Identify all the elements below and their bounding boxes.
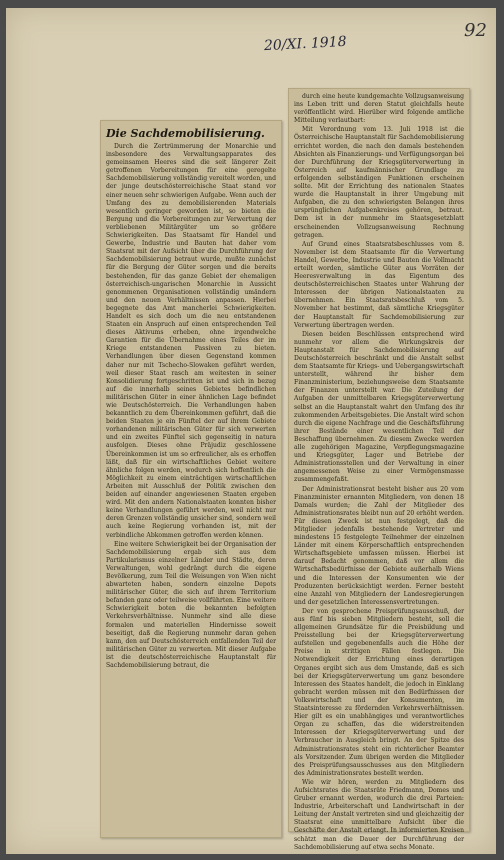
article-paragraph: Der von gesprochene Preisprüfungsausschuß, der aus fünf bis sieben Mitgliedern besteht, soll die allgemeinen Grundsätze für die Preisbildung und Preisstellung bei der Kriegsgüterverwertung aufstellen und gegebenenfalls auch die Höhe der Preise in strittigen Fällen festlegen. Die Notwendigkeit der Errichtung eines derartigen Organes ergibt sich aus dem Umstande, daß es sich bei der Kriegsgüterverwertung um ganz besondere Interessen des Staates handelt, die jedoch in Einklang gebracht werden müssen mit den Bedürfnissen der Volkswirtschaft und der Konsumenten, im Staatsinteresse zu fördernden Verkehrsverhältnissen. Hier gilt es ein unabhängiges und verantwortliches Organ zu schaffen, das die widerstreitenden Interessen der Kriegsgüterverwertung und der Verbraucher in Ausgleich bringt. An der Spitze des Administrationsrates steht ein richterlicher Beamter als Vorsitzender. Zum übrigen werden die Mitglieder des Preisprüfungsausschusses aus den Mitgliedern des Administrationsrates bestellt werden. — [294, 607, 464, 777]
article-paragraph: Eine weitere Schwierigkeit bei der Organisation der Sachdemobilisierung ergab sich aus dem Partikularismus einzelner Länder und Städte, deren Verwaltungen, wohl gedrängt durch die eigene Bevölkerung, zum Teil die Weisungen von Wien nicht abwarteten haben, sondern einzelne Depots militärischer Güter, die sich auf ihrem Territorium befanden ganz oder teilweise vollführten. Eine weitere Schwierigkeit boten die bekannten befolgten Verkehrsverhältnisse. Nunmehr sind alle diese formalen und materiellen Hindernisse soweit beseitigt, daß die Regierung nunmehr daran gehen kann, den auf Deutschösterreich entfallenden Teil der militärischen Güter zu verwerten. Mit dieser Aufgabe ist die deutschösterreichische Hauptanstalt für Sachdemobilisierung betraut, die — [106, 540, 277, 669]
article-paragraph: Diesen beiden Beschlüssen entsprechend wird nunmehr vor allem die Wirkungskreis der Hauptanstalt für Sachdemobilisierung auf Deutschösterreich beschränkt und die Anstalt selbst dem Staatsamte für Kriegs- und Uebergangswirtschaft unterstellt, während ihr bisher dem Finanzministerium, beziehungsweise dem Staatsamte der Finanzen unterstellt war. Die Zuteilung der Aufgaben der unmittelbaren Kriegsgüterverwertung selbst an die Hauptanstalt wahrt den Umfang des ihr zukommenden Arbeitsgebietes. Die Anstalt wird schon durch die eigene Nachfrage und die Geschäftsführung ihrer Bestände einer wesentlichen Teil der Beschaffung übernehmen. Zu diesem Zwecke werden alle zugehörigen Magazine, Verpflegungsmagazine und Kriegsgüter, Lager und Betriebe der Administrationsstellen und der Verwaltung in einer angemessenen Weise zu einer Vermögensmasse zusammengefaßt. — [294, 330, 464, 484]
right-column-text — [289, 89, 469, 857]
newspaper-clipping-left — [100, 120, 282, 838]
handwritten-page-number: 92 — [464, 20, 487, 41]
article-paragraph: durch eine heute kundgemachte Vollzugsanweisung ins Leben tritt und deren Statut gleichfalls heute veröffentlicht wird. Hierüber wird folgende amtliche Mitteilung verlautbart: — [294, 93, 464, 125]
left-column-text — [101, 121, 281, 675]
handwritten-date: 20/XI. 1918 — [263, 33, 347, 55]
article-paragraph: Wie wir hören, werden zu Mitgliedern des Aufsichtsrates die Staatsräte Friedmann, Domes und Gruber ernannt werden, wodurch die drei Parteien: Industrie, Arbeiterschaft und Landwirtschaft in der Leitung der Anstalt vertreten sind und gleichzeitig der Staatsrat eine unmittelbare Aufsicht über die Geschäfte der Anstalt erlangt. In informierten Kreisen schätzt man die Dauer der Durchführung der Sachdemobilisierung auf etwa sechs Monate. — [294, 778, 464, 851]
article-paragraph: Der Administrationsrat besteht bisher aus 20 vom Finanzminister ernannten Mitgliedern, von denen 18 Damals wurden; die Zahl der Mitglieder des Administrationsrates bleibt nun auf 20 erhöht werden. Für diesen Zweck ist nun festgelegt, daß die Mitglieder jedenfalls bestehende Vertreter und mindestens 15 festgelegte Teilnehmer der einzelnen Länder mit einem Körperschaftlich entsprechenden Wirtschaftsgebiete umfassen müssen. Hierbei ist darauf Bedacht genommen, daß vor allem die Wirtschaftsbedürfnisse der Gebiete außerhalb Wiens und die Interessen der Konsumenten wie der Produzenten berücksichtigt werden. Ferner besteht eine Anzahl von Mitgliedern der Landesregierungen und der gesetzlichen Interessensvertretungen. — [294, 485, 464, 606]
article-paragraph: Auf Grund eines Staatsratsbeschlusses vom 8. November ist dem Staatsamte für die Verwertung Handel, Gewerbe, Industrie und Bauten die Vollmacht erteilt worden, sämtliche Güter aus Vorräten der Heeresverwaltung in das Eigentum des deutschösterreichischen Staates unter Wahrung der Interessen der übrigen Nationalstaaten zu übernehmen. Ein Staatsratsbeschluß vom 5. November hat bestimmt, daß sämtliche Kriegsgüter der Hauptanstalt für Sachdemobilisierung zur Verwertung übertragen werden. — [294, 240, 464, 329]
article-headline: Die Sachdemobilisierung. — [106, 127, 265, 140]
article-paragraph: Mit Verordnung vom 13. Juli 1918 ist die Österreichische Hauptanstalt für Sachdemobilisierung errichtet worden, die nach den damals bestehenden Absichten als Finanzierungs- und Verfügungsorgan bei der Durchführung der Kriegsgüterverwertung in Österreich auf kaufmännischer Grundlage zu erfolgenden selbständigen Funktionen erscheinen sollte. Mit der Errichtung des nationalen Staates wurde die Hauptanstalt in ihrer Umgebung mit Aufgaben, die zu den schwierigsten Belangen ihres ursprünglichen Aufgabenkreises gehören, betraut. Dem ist in der nunmehr im Staatsgesetzblatt erscheinenden Vollzugsanweisung Rechnung getragen. — [294, 126, 464, 239]
newspaper-clipping-right — [288, 88, 470, 851]
article-paragraph: Durch die Zertrümmerung der Monarchie und insbesondere des Verwaltungsapparates des gemeinsamen Heeres sind die seit längerer Zeit getroffenen Vorbereitungen für eine geregelte Sachdemobilisierung vollständig vereitelt worden, und der junge deutschösterreichische Staat stand vor einer neuen sehr schwierigen Aufgabe. Wenn auch der Umfang des zu demobilisierenden Materials wesentlich geringer geworden ist, so bieten die Bergung und die Vorbereitungen zur Verwertung der verbliebenen Militärgüter um so größere Schwierigkeiten. Das Staatsamt für Handel und Gewerbe, Industrie und Bauten hat daher vom Staatsrat mit der Aufsicht über die Durchführung der Sachdemobilisierung betraut wurde, mußte zunächst für die Bergung der Güter sorgen und die bereits bestehenden, für das ganze Gebiet der ehemaligen österreichisch-ungarischen Monarchie in Aussicht genommenen Organisationen vollständig umändern und den neuen Verhältnissen anpassen. Hierbei begegnete das Amt mancherlei Schwierigkeiten. Handelt es sich doch um die neu entstandenen Staaten ein Anspruch auf einen entsprechenden Teil dieses Aktivums erheben, ohne irgendwelche Garantien für die Übernahme eines Teiles der im Kriege entstandenen Passiven zu bieten. Verhandlungen über diesen Gegenstand kommen daher nur mit Tschecho-Slowaken geführt werden, weil dieser Staat rasch am weitesten in seiner Konsolidierung fortgeschritten ist und sich in bezug auf die innerhalb seines Gebietes befindlichen militärischen Güter in einer ähnlichen Lage befindet wie Deutschösterreich. Die Verhandlungen haben bekanntlich zu dem Übereinkommen geführt, daß die beiden Staaten je ein Fünftel der auf ihrem Gebiete vorhandenen militärischen Güter für sich verwerten und ein zweites Fünftel sich gegenseitig in natura ausfolgen. Dieses ohne Präjudiz geschlossene Übereinkommen ist um so erfreulicher, als es erhoffen läßt, daß für ein wirtschaftliches Gebiet weitere ähnliche folgen werden, wodurch sich hoffentlich die Möglichkeit zu einem einträchtigen wirtschaftlichen Arbeiten mit Ausschluß der Politik zwischen den beiden auf einander angewiesenen Staaten ergeben wird. Mit den andern Nationalstaaten konnten bisher keine Verhandlungen geführt werden, weil nicht nur deren Grenzen vollständig unsicher sind, sondern weil auch keine Regierung vorhanden ist, mit der verbindliche Abkommen getroffen werden können. — [106, 143, 276, 539]
